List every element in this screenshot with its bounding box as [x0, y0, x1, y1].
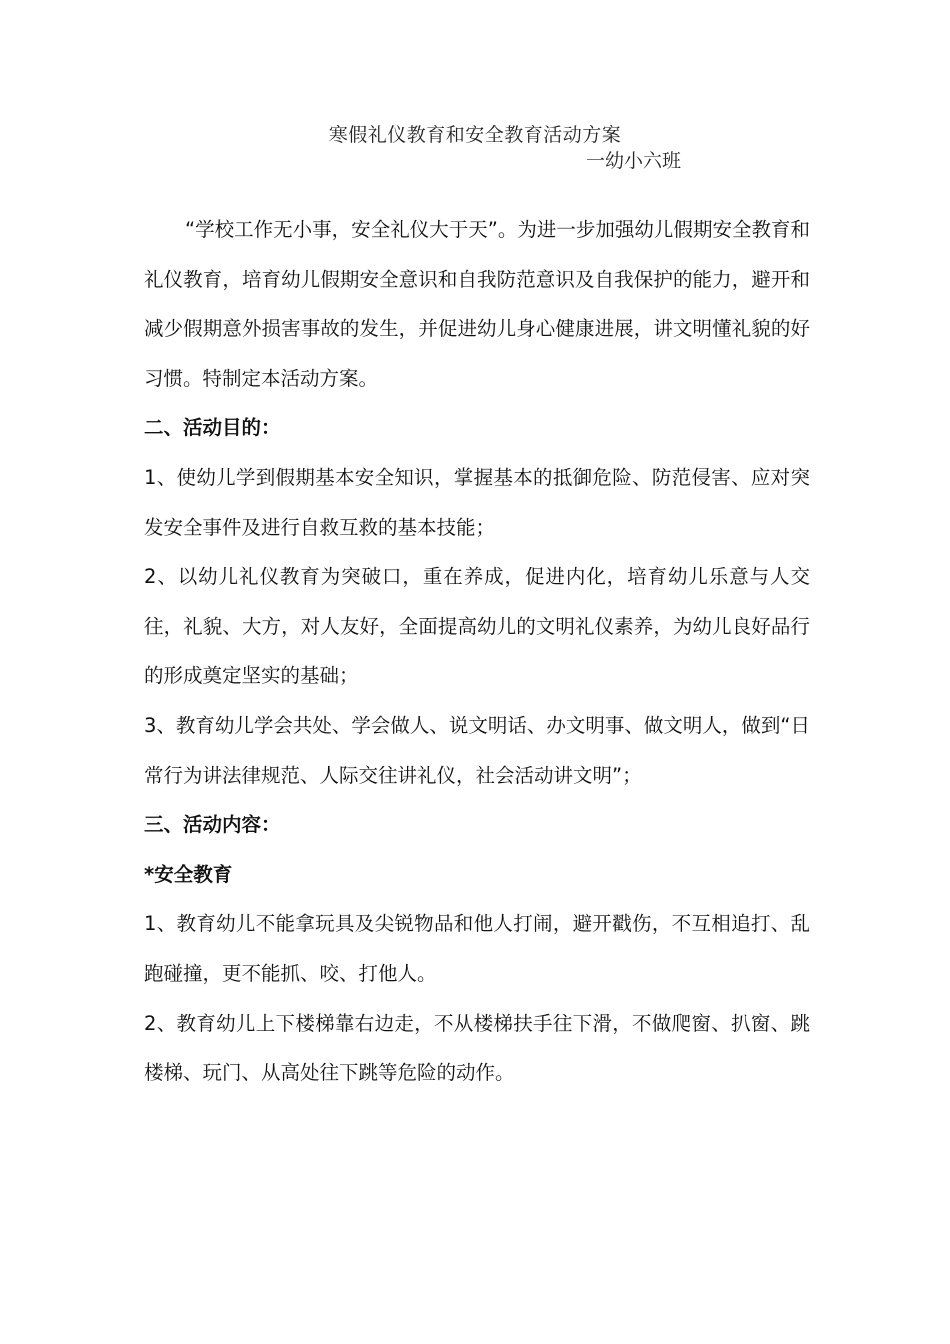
content-item-2: 2、教育幼儿上下楼梯靠右边走，不从楼梯扶手往下滑，不做爬窗、扒窗、跳楼梯、玩门、从高处往下跳等危险的动作。	[144, 1011, 810, 1085]
intro-paragraph: “学校工作无小事，安全礼仪大于天”。为进一步加强幼儿假期安全教育和礼仪教育，培育幼儿假期安全意识和自我防范意识及自我保护的能力，避开和减少假期意外损害事故的发生，并促进幼儿身心健康进展，讲文明懂礼貌的好习惯。特制定本活动方案。	[144, 218, 810, 390]
section-heading-goals: 二、活动目的：	[144, 416, 281, 440]
goal-item-3: 3、教育幼儿学会共处、学会做人、说文明话、办文明事、做文明人，做到“日常行为讲法律规范、人际交往讲礼仪，社会活动讲文明”；	[144, 713, 811, 787]
content-item-1: 1、教育幼儿不能拿玩具及尖锐物品和他人打闹，避开戳伤，不互相追打、乱跑碰撞，更不能抓、咬、打他人。	[144, 912, 810, 985]
document-body	[144, 205, 810, 1098]
goal-item-2: 2、以幼儿礼仪教育为突破口，重在养成，促进内化，培育幼儿乐意与人交往，礼貌、大方，对人友好，全面提高幼儿的文明礼仪素养，为幼儿良好品行的形成奠定坚实的基础；	[144, 565, 810, 688]
document-title: 寒假礼仪教育和安全教育活动方案	[328, 124, 622, 146]
section-heading-content: 三、活动内容：	[144, 813, 281, 837]
subsection-heading-safety: *安全教育	[144, 862, 233, 886]
goal-item-1: 1、使幼儿学到假期基本安全知识，掌握基本的抵御危险、防范侵害、应对突发安全事件及进行自救互救的基本技能；	[144, 465, 810, 539]
document-subtitle: 一幼小六班	[586, 150, 682, 172]
